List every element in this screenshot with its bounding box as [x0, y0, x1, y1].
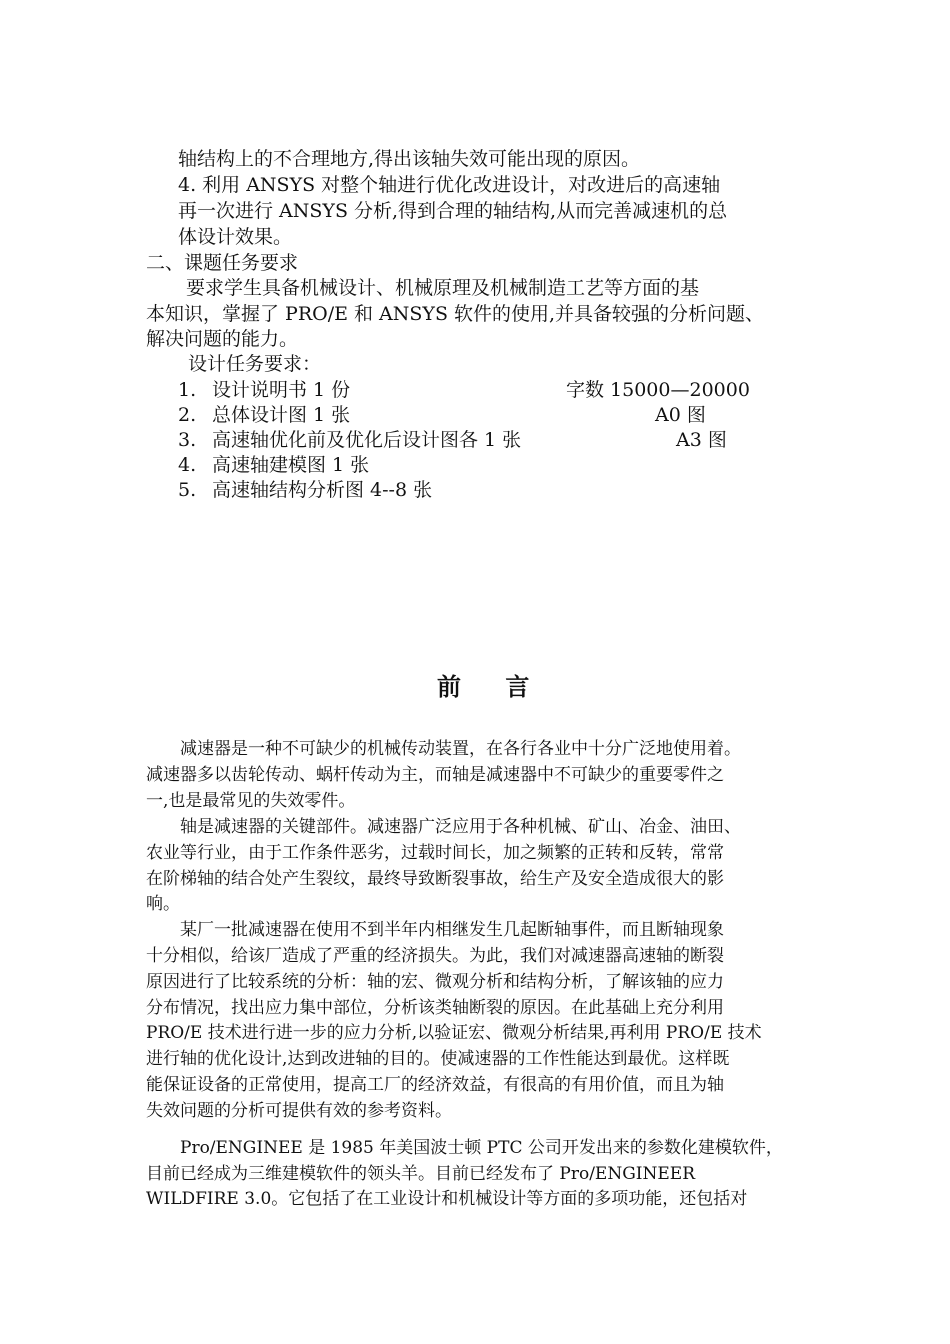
- requirement-line: 解决问题的能力。: [146, 328, 299, 350]
- text-line: 再一次进行 ANSYS 分析,得到合理的轴结构,从而完善减速机的总: [178, 200, 728, 222]
- paragraph-line: PRO/E 技术进行进一步的应力分析,以验证宏、微观分析结果,再利用 PRO/E 技术: [146, 1023, 762, 1043]
- paragraph-line: 轴是减速器的关键部件。减速器广泛应用于各种机械、矿山、冶金、油田、: [180, 817, 741, 837]
- task-item-text: 高速轴优化前及优化后设计图各 1 张: [212, 429, 522, 451]
- paragraph-line: 响。: [146, 894, 180, 914]
- paragraph-line: 目前已经成为三维建模软件的领头羊。目前已经发布了 Pro/ENGINEER: [146, 1164, 696, 1184]
- page-title: 前 言: [437, 672, 548, 701]
- task-item-text: 高速轴结构分析图 4--8 张: [212, 479, 433, 501]
- task-item-number: 5.: [178, 479, 197, 501]
- task-item-spec: A0 图: [655, 404, 706, 426]
- list-item-4: 4. 利用 ANSYS 对整个轴进行优化改进设计，对改进后的高速轴: [178, 174, 721, 196]
- requirement-line: 本知识，掌握了 PRO/E 和 ANSYS 软件的使用,并具备较强的分析问题、: [146, 303, 765, 325]
- paragraph-line: 某厂一批减速器在使用不到半年内相继发生几起断轴事件，而且断轴现象: [180, 920, 724, 940]
- paragraph-line: 原因进行了比较系统的分析：轴的宏、微观分析和结构分析，了解该轴的应力: [146, 972, 724, 992]
- section-heading: 二、课题任务要求: [146, 252, 299, 274]
- paragraph-line: 十分相似，给该厂造成了严重的经济损失。为此，我们对减速器高速轴的断裂: [146, 946, 724, 966]
- task-item-spec: 字数 15000—20000: [566, 379, 750, 401]
- task-item-number: 1.: [178, 379, 197, 401]
- paragraph-line: 一,也是最常见的失效零件。: [146, 791, 356, 811]
- paragraph-line: 分布情况，找出应力集中部位，分析该类轴断裂的原因。在此基础上充分利用: [146, 998, 724, 1018]
- requirement-line: 要求学生具备机械设计、机械原理及机械制造工艺等方面的基: [186, 277, 700, 299]
- paragraph-line: 进行轴的优化设计,达到改进轴的目的。使减速器的工作性能达到最优。这样既: [146, 1049, 730, 1069]
- paragraph-line: 减速器多以齿轮传动、蜗杆传动为主，而轴是减速器中不可缺少的重要零件之: [146, 765, 724, 785]
- text-line: 体设计效果。: [178, 226, 293, 248]
- task-item-number: 4.: [178, 454, 197, 476]
- paragraph-line: 能保证设备的正常使用，提高工厂的经济效益，有很高的有用价值，而且为轴: [146, 1075, 724, 1095]
- task-item-spec: A3 图: [676, 429, 727, 451]
- paragraph-line: 农业等行业，由于工作条件恶劣，过载时间长，加之频繁的正转和反转，常常: [146, 843, 724, 863]
- task-item-number: 3.: [178, 429, 197, 451]
- task-item-text: 设计说明书 1 份: [212, 379, 351, 401]
- paragraph-line: 减速器是一种不可缺少的机械传动装置，在各行各业中十分广泛地使用着。: [180, 739, 741, 759]
- task-heading: 设计任务要求：: [188, 353, 322, 375]
- paragraph-line: Pro/ENGINEE 是 1985 年美国波士顿 PTC 公司开发出来的参数化建模软件，: [180, 1138, 783, 1158]
- task-item-number: 2.: [178, 404, 197, 426]
- paragraph-line: 在阶梯轴的结合处产生裂纹，最终导致断裂事故，给生产及安全造成很大的影: [146, 869, 724, 889]
- paragraph-line: WILDFIRE 3.0。它包括了在工业设计和机械设计等方面的多项功能，还包括对: [146, 1189, 748, 1209]
- paragraph-line: 失效问题的分析可提供有效的参考资料。: [146, 1101, 452, 1121]
- text-line: 轴结构上的不合理地方,得出该轴失效可能出现的原因。: [178, 148, 641, 170]
- task-item-text: 总体设计图 1 张: [212, 404, 351, 426]
- task-item-text: 高速轴建模图 1 张: [212, 454, 370, 476]
